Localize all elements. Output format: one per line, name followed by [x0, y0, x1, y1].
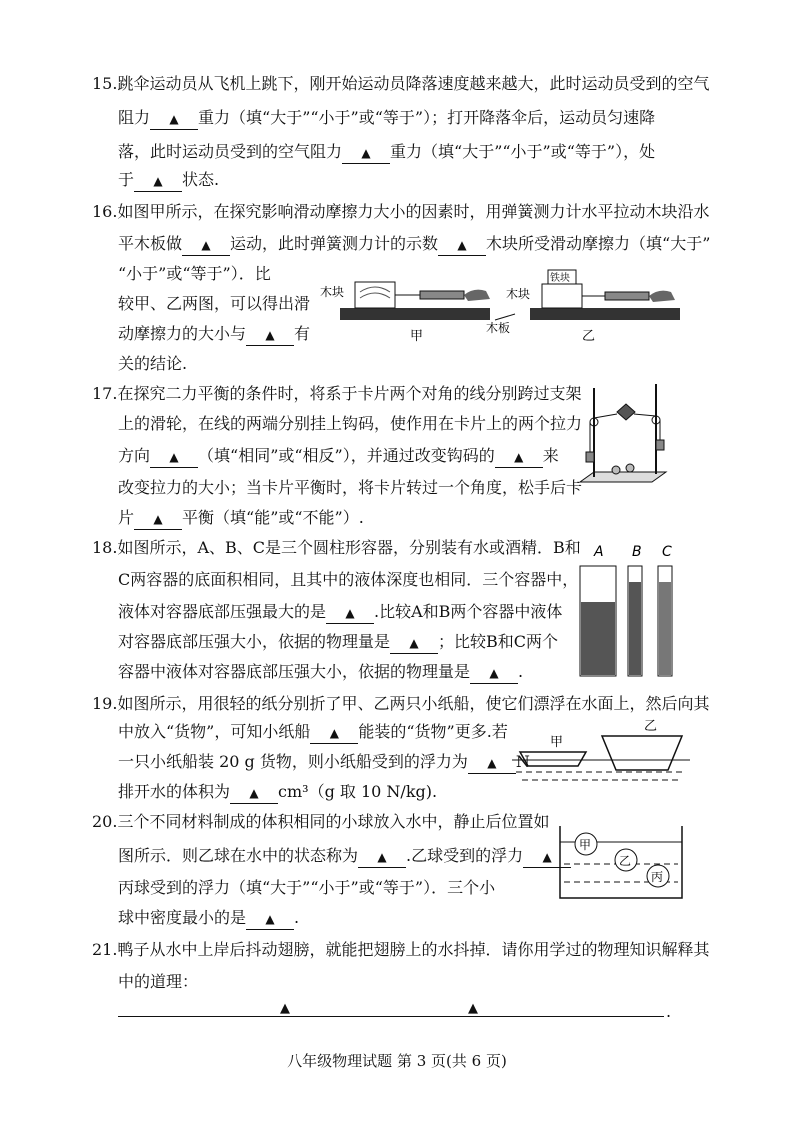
- label-block-right: 木块: [506, 287, 531, 301]
- q17-blank-2[interactable]: ▲: [495, 446, 543, 468]
- q16-line1: 16.如图甲所示，在探究影响滑动摩擦力大小的因素时，用弹簧测力计水平拉动木块沿水: [92, 202, 710, 221]
- label-bing: 丙: [651, 870, 664, 884]
- q21-line1: 21.鸭子从水中上岸后抖动翅膀，就能把翅膀上的水抖掉．请你用学过的物理知识解释其: [92, 940, 710, 959]
- q20-line1: 20.三个不同材料制成的体积相同的小球放入水中，静止后位置如: [92, 812, 550, 831]
- label-iron: 铁块: [550, 273, 570, 284]
- q15-blank-2[interactable]: ▲: [342, 142, 390, 164]
- q16-friction-figure: [320, 262, 700, 358]
- q21-line2: 中的道理：: [118, 972, 199, 991]
- q17-balance-figure: [572, 382, 672, 498]
- q15-line2: 阻力 ▲ 重力（填“大于”“小于”或“等于”）；打开降落伞后，运动员匀速降: [118, 108, 655, 130]
- q18-line4: 对容器底部压强大小，依据的物理量是 ▲ ；比较B和C两个: [118, 632, 558, 654]
- q21-number: 21.: [92, 940, 118, 959]
- label-b: B: [632, 544, 642, 560]
- q19-blank-1[interactable]: ▲: [310, 722, 358, 744]
- q16-line3: “小于”或“等于”）．比: [118, 264, 271, 283]
- q18-blank-3[interactable]: ▲: [470, 662, 518, 684]
- hand-right: [649, 291, 675, 302]
- q18-blank-2[interactable]: ▲: [390, 632, 438, 654]
- boat-jia: [520, 752, 586, 766]
- q16-line2: 平木板做 ▲ 运动，此时弹簧测力计的示数 ▲ 木块所受滑动摩擦力（填“大于”: [118, 234, 710, 256]
- q20-blank-1[interactable]: ▲: [358, 846, 406, 868]
- q20-number: 20.: [92, 812, 118, 831]
- label-jia: 甲: [550, 735, 564, 750]
- label-block-left: 木块: [320, 285, 345, 299]
- liquid-b: [629, 582, 641, 675]
- q21-tri-1: ▲: [280, 1001, 290, 1016]
- right-hook-weight: [656, 440, 664, 450]
- left-hook-weight: [586, 452, 594, 462]
- board-left: [340, 308, 490, 320]
- q18-containers-figure: [574, 542, 684, 680]
- q19-boats-figure: [512, 718, 690, 788]
- hand-left: [464, 290, 490, 301]
- q16-number: 16.: [92, 202, 118, 221]
- q17-blank-3[interactable]: ▲: [134, 508, 182, 530]
- wood-block-left: [355, 282, 395, 308]
- q18-line3: 液体对容器底部压强最大的是 ▲ .比较A和B两个容器中液体: [118, 602, 562, 624]
- q19-line4: 排开水的体积为 ▲ cm³（g 取 10 N/kg).: [118, 782, 437, 804]
- label-yi: 乙: [619, 854, 632, 868]
- q15-blank-3[interactable]: ▲: [134, 170, 182, 192]
- q21-answer-line[interactable]: [118, 1016, 664, 1017]
- wood-block-right: [542, 284, 582, 308]
- q19-blank-2[interactable]: ▲: [468, 752, 516, 774]
- q20-balls-figure: [558, 824, 684, 900]
- q17-line4: 改变拉力的大小；当卡片平衡时，将卡片转过一个角度，松手后卡: [118, 478, 583, 497]
- q17-line5: 片 ▲ 平衡（填“能”或“不能”）.: [118, 508, 364, 530]
- label-a: A: [594, 544, 604, 560]
- q19-blank-3[interactable]: ▲: [230, 782, 278, 804]
- q17-line1: 17.在探究二力平衡的条件时，将系于卡片两个对角的线分别跨过支架: [92, 384, 582, 403]
- q16-blank-3[interactable]: ▲: [246, 324, 294, 346]
- q18-line5: 容器中液体对容器底部压强大小，依据的物理量是 ▲ .: [118, 662, 523, 684]
- q15-blank-1[interactable]: ▲: [150, 108, 198, 130]
- q15-line1: 15.跳伞运动员从飞机上跳下，刚开始运动员降落速度越来越大，此时运动员受到的空气: [92, 74, 710, 93]
- q20-blank-2[interactable]: ▲: [523, 846, 571, 868]
- q18-number: 18.: [92, 538, 118, 557]
- q17-blank-1[interactable]: ▲: [150, 446, 198, 468]
- q18-line1: 18.如图所示，A、B、C是三个圆柱形容器，分别装有水或酒精．B和: [92, 538, 581, 557]
- q19-line1: 19.如图所示，用很轻的纸分别折了甲、乙两只小纸船，使它们漂浮在水面上，然后向其: [92, 694, 710, 713]
- label-jia: 甲: [579, 838, 592, 852]
- q16-line6: 关的结论.: [118, 354, 188, 373]
- liquid-c: [659, 582, 671, 675]
- q17-number: 17.: [92, 384, 118, 403]
- q20-line3: 丙球受到的浮力（填“大于”“小于”或“等于”）．三个小: [118, 878, 496, 897]
- q16-blank-2[interactable]: ▲: [438, 234, 486, 256]
- q15-line4: 于 ▲ 状态.: [118, 170, 219, 192]
- spring-scale-left: [420, 291, 464, 299]
- q21-end: .: [666, 1002, 672, 1021]
- q16-blank-1[interactable]: ▲: [182, 234, 230, 256]
- q17-line3: 方向 ▲ （填“相同”或“相反”），并通过改变钩码的 ▲ 来: [118, 446, 559, 468]
- base-plate: [580, 472, 666, 482]
- page-footer: 八年级物理试题 第 3 页(共 6 页): [287, 1052, 507, 1070]
- q20-line4: 球中密度最小的是 ▲ .: [118, 908, 299, 930]
- spring-scale-right: [605, 292, 649, 300]
- q17-line2: 上的滑轮，在线的两端分别挂上钩码，使作用在卡片上的两个拉力: [118, 414, 583, 433]
- q19-line2: 中放入“货物”，可知小纸船 ▲ 能装的“货物”更多.若: [118, 722, 508, 744]
- board-right: [530, 308, 680, 320]
- label-yi: 乙: [582, 329, 596, 344]
- label-jia: 甲: [410, 329, 424, 344]
- q15-line3: 落，此时运动员受到的空气阻力 ▲ 重力（填“大于”“小于”或“等于”），处: [118, 142, 655, 164]
- q18-blank-1[interactable]: ▲: [326, 602, 374, 624]
- label-board: 木板: [486, 321, 511, 335]
- card: [617, 404, 635, 420]
- q15-number: 15.: [92, 74, 118, 93]
- q21-tri-2: ▲: [468, 1001, 478, 1016]
- boat-yi: [602, 736, 682, 770]
- q20-blank-3[interactable]: ▲: [246, 908, 294, 930]
- q18-line2: C两容器的底面积相同，且其中的液体深度也相同．三个容器中，: [118, 570, 579, 589]
- label-c: C: [662, 544, 672, 560]
- q19-line3: 一只小纸船装 20 g 货物，则小纸船受到的浮力为 ▲ N: [118, 752, 530, 774]
- label-yi: 乙: [644, 719, 658, 734]
- q19-number: 19.: [92, 694, 118, 713]
- q16-line5: 动摩擦力的大小与 ▲ 有: [118, 324, 310, 346]
- q16-line4: 较甲、乙两图，可以得出滑: [118, 294, 311, 313]
- liquid-a: [581, 602, 615, 675]
- q20-line2: 图所示．则乙球在水中的状态称为 ▲ .乙球受到的浮力 ▲: [118, 846, 571, 868]
